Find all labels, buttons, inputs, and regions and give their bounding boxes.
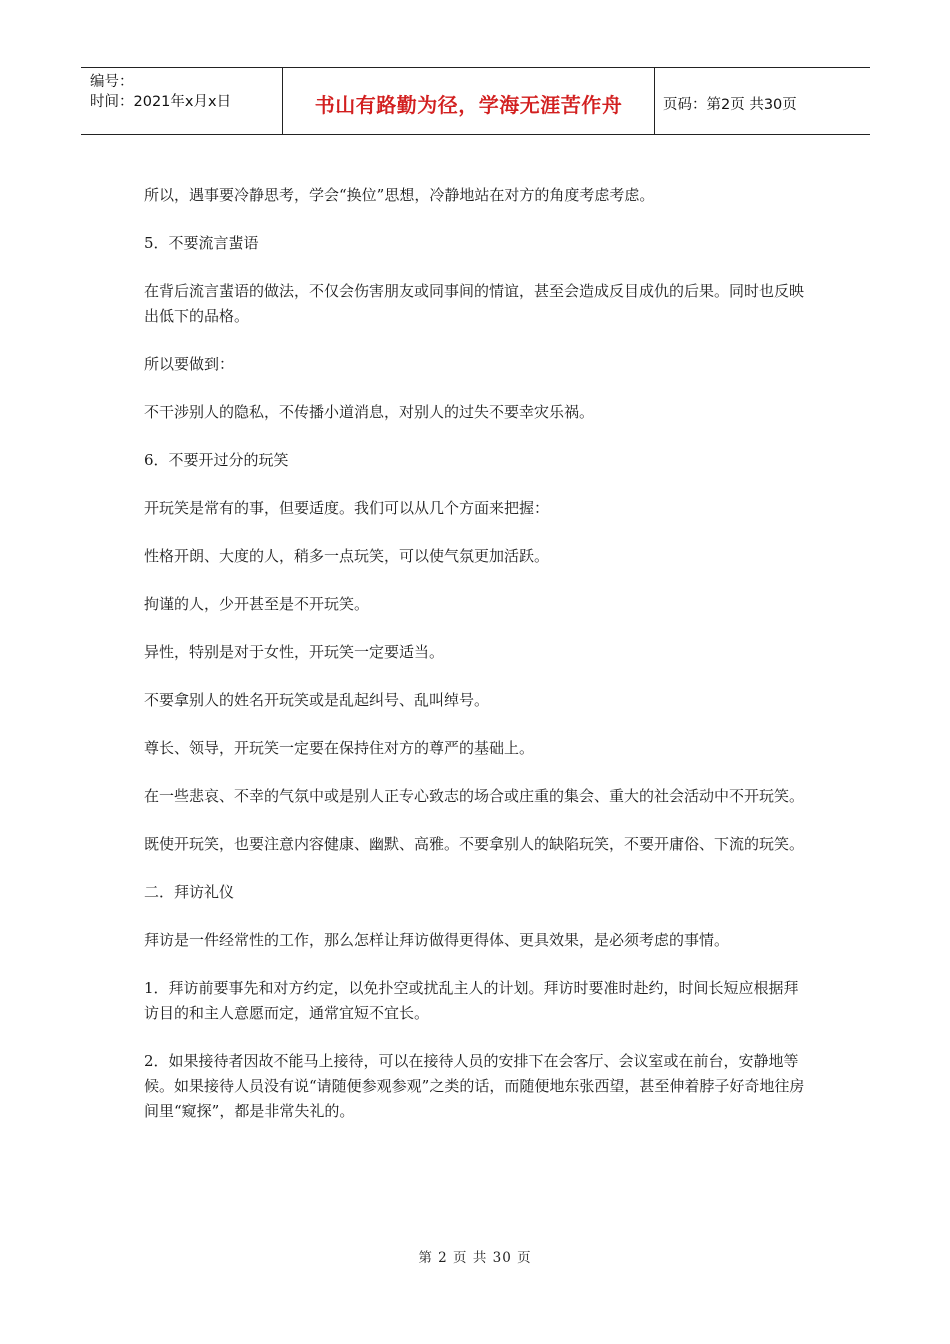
paragraph: 在背后流言蜚语的做法，不仅会伤害朋友或同事间的情谊，甚至会造成反目成仇的后果。同时也反映出低下的品格。	[144, 282, 805, 325]
paragraph: 2．如果接待者因故不能马上接待，可以在接待人员的安排下在会客厅、会议室或在前台，安静地等候。如果接待人员没有说“请随便参观参观”之类的话，而随便地东张西望，甚至伸着脖子好奇地往房间里“窥探”，都是非常失礼的。	[144, 1052, 805, 1120]
document-number-label: 编号：	[90, 74, 134, 90]
header-page-info: 页码：第2页 共30页	[663, 96, 797, 113]
paragraph: 异性，特别是对于女性，开玩笑一定要适当。	[144, 643, 445, 661]
section-heading: 二．拜访礼仪	[144, 883, 235, 901]
page-footer: 第 2 页 共 30 页	[418, 1250, 532, 1266]
header-meta-cell	[81, 68, 282, 134]
paragraph: 既使开玩笑，也要注意内容健康、幽默、高雅。不要拿别人的缺陷玩笑，不要开庸俗、下流的玩笑。	[144, 835, 805, 853]
header-motto: 书山有路勤为径，学海无涯苦作舟	[314, 92, 623, 117]
paragraph: 拜访是一件经常性的工作，那么怎样让拜访做得更得体、更具效果，是必须考虑的事情。	[144, 931, 730, 949]
document-time-label: 时间：2021年x月x日	[90, 94, 232, 110]
section-heading: 5．不要流言蜚语	[144, 234, 259, 252]
document-body	[144, 183, 812, 1147]
paragraph: 尊长、领导，开玩笑一定要在保持住对方的尊严的基础上。	[144, 739, 535, 757]
section-heading: 6．不要开过分的玩笑	[144, 451, 289, 469]
page-header	[81, 67, 870, 135]
paragraph: 1．拜访前要事先和对方约定，以免扑空或扰乱主人的计划。拜访时要准时赴约，时间长短应根据拜访目的和主人意愿而定，通常宜短不宜长。	[144, 979, 799, 1022]
header-page-cell	[655, 68, 870, 134]
paragraph: 不要拿别人的姓名开玩笑或是乱起纠号、乱叫绰号。	[144, 691, 490, 709]
paragraph: 拘谨的人，少开甚至是不开玩笑。	[144, 595, 370, 613]
paragraph: 开玩笑是常有的事，但要适度。我们可以从几个方面来把握：	[144, 499, 550, 517]
header-motto-cell	[282, 68, 655, 134]
paragraph: 在一些悲哀、不幸的气氛中或是别人正专心致志的场合或庄重的集会、重大的社会活动中不开玩笑。	[144, 787, 805, 805]
paragraph: 不干涉别人的隐私，不传播小道消息，对别人的过失不要幸灾乐祸。	[144, 403, 595, 421]
paragraph: 性格开朗、大度的人，稍多一点玩笑，可以使气氛更加活跃。	[144, 547, 550, 565]
paragraph: 所以要做到：	[144, 355, 235, 373]
paragraph: 所以，遇事要冷静思考，学会“换位”思想，冷静地站在对方的角度考虑考虑。	[144, 186, 655, 204]
